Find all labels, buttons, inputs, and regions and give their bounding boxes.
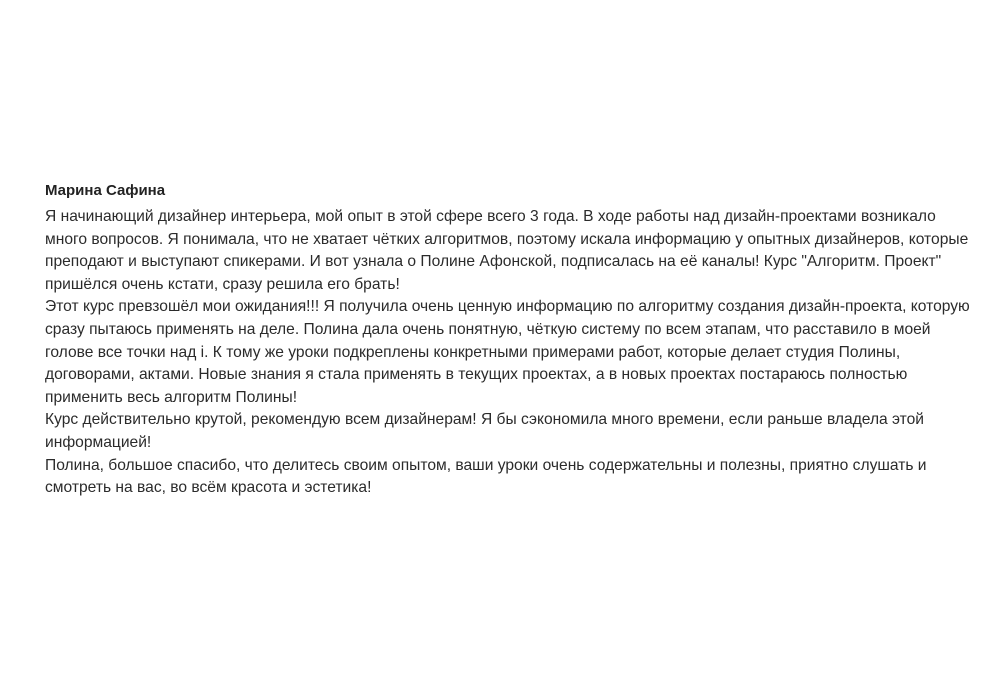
review-paragraph-3: Курс действительно крутой, рекомендую всем дизайнерам! Я бы сэкономила много времени, если раньше владела этой информацией!: [45, 411, 925, 451]
review-paragraph-4: Полина, большое спасибо, что делитесь своим опытом, ваши уроки очень содержательны и полезны, приятно слушать и смотреть на вас, во всём красота и эстетика!: [45, 456, 927, 497]
review-card: [45, 180, 970, 500]
review-paragraph-1: Я начинающий дизайнер интерьера, мой опыт в этой сфере всего 3 года. В ходе работы над дизайн-проектами возникало много вопросов. Я понимала, что не хватает чётких алгоритмов, поэтому искала информацию у опытных дизайнеров, которые преподают и выступают спикерами. И вот узнала о Полине Афонской, подписалась на её каналы! Курс "Алгоритм. Проект" пришёлся очень кстати, сразу решила его брать!: [45, 208, 969, 293]
review-body: [45, 206, 970, 500]
review-author-name: Марина Сафина: [45, 182, 166, 199]
review-paragraph-2: Этот курс превзошёл мои ожидания!!! Я получила очень ценную информацию по алгоритму создания дизайн-проекта, которую сразу пытаюсь применять на деле. Полина дала очень понятную, чёткую систему по всем этапам, что расставило в моей голове все точки над i. К тому же уроки подкреплены конкретными примерами работ, которые делает студия Полины, договорами, актами. Новые знания я стала применять в текущих проектах, а в новых проектах постараюсь полностью применить весь алгоритм Полины!: [45, 298, 970, 406]
